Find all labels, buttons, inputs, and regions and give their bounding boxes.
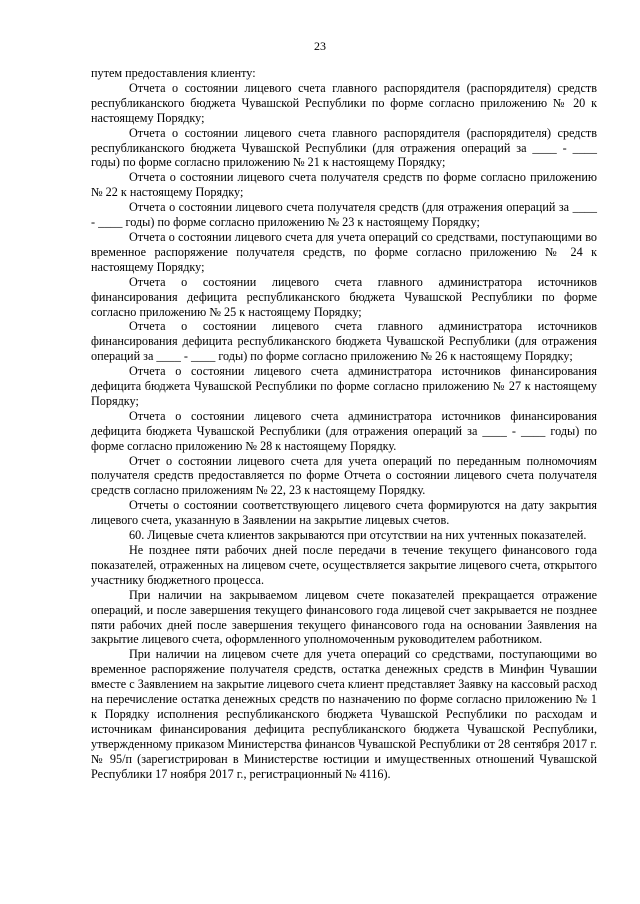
- paragraph-reports-date: Отчеты о состоянии соответствующего лицевого счета формируются на дату закрытия лицевого счета, указанную в Заявлении на закрытие лицевых счетов.: [91, 498, 597, 528]
- paragraph-report-20: Отчета о состоянии лицевого счета главного распорядителя (распорядителя) средств республиканского бюджета Чувашской Республики по форме согласно приложению № 20 к настоящему Порядку;: [91, 80, 597, 125]
- paragraph-clause-60: 60. Лицевые счета клиентов закрываются при отсутствии на них учтенных показателей.: [129, 528, 587, 543]
- document-body: [91, 66, 597, 782]
- paragraph-report-23: Отчета о состоянии лицевого счета получателя средств (для отражения операций за ____ - ____ годы) по форме согласно приложению № 23 к настоящему Порядку;: [91, 200, 597, 230]
- paragraph-report-21: Отчета о состоянии лицевого счета главного распорядителя (распорядителя) средств республиканского бюджета Чувашской Республики (для отражения операций за ____ - ____ годы) по форме согласно приложению № 21 к настоящему Порядку;: [91, 125, 597, 170]
- paragraph-closing-with-indicators: При наличии на закрываемом лицевом счете показателей прекращается отражение операций, и после завершения текущего финансового года лицевой счет закрывается не позднее пяти рабочих дней после завершения текущего финансового года на основании Заявления на закрытие лицевого счета, оформленного уполномоченным руководителем работником.: [91, 587, 597, 647]
- paragraph-report-27: Отчета о состоянии лицевого счета администратора источников финансирования дефицита бюджета Чувашской Республики по форме согласно приложению № 27 к настоящему Порядку;: [91, 364, 597, 408]
- page-number: 23: [314, 39, 326, 53]
- paragraph-closing-deadline: Не позднее пяти рабочих дней после передачи в течение текущего финансового года показателей, отраженных на лицевом счете, осуществляется закрытие лицевого счета, открытого участнику бюджетного процесса.: [91, 543, 597, 587]
- paragraph-report-25: Отчета о состоянии лицевого счета главного администратора источников финансирования дефицита республиканского бюджета Чувашской Республики по форме согласно приложению № 25 к настоящему Порядку;: [91, 274, 597, 319]
- paragraph-intro: путем предоставления клиенту:: [91, 66, 256, 80]
- paragraph-remaining-balance: При наличии на лицевом счете для учета операций со средствами, поступающими во временное распоряжение получателя средств, остатка денежных средств в Минфин Чувашии вместе с Заявлением на закрытие лицевого счета клиент представляет Заявку на кассовый расход на перечисление остатка денежных средств по назначению по форме согласно приложению № 1 к Порядку исполнения республиканского бюджета Чувашской Республики по расходам и источникам финансирования дефицита республиканского бюджета Чувашской Республики, утвержденному приказом Министерства финансов Чувашской Республики от 28 сентября 2017 г. № 95/п (зарегистрирован в Министерстве юстиции и имущественных отношений Чувашской Республики 17 ноября 2017 г., регистрационный № 4116).: [91, 647, 597, 781]
- paragraph-report-22: Отчета о состоянии лицевого счета получателя средств по форме согласно приложению № 22 к настоящему Порядку;: [91, 170, 597, 200]
- paragraph-delegated-powers: Отчет о состоянии лицевого счета для учета операций по переданным полномочиям получателя средств предоставляется по форме Отчета о состоянии лицевого счета получателя средств согласно приложениям № 22, 23 к настоящему Порядку.: [91, 453, 597, 498]
- paragraph-report-28: Отчета о состоянии лицевого счета администратора источников финансирования дефицита бюджета Чувашской Республики (для отражения операций за ____ - ____ годы) по форме согласно приложению № 28 к настоящему Порядку.: [91, 408, 597, 453]
- paragraph-report-24: Отчета о состоянии лицевого счета для учета операций со средствами, поступающими во временное распоряжение получателя средств, по форме согласно приложению № 24 к настоящему Порядку;: [91, 229, 597, 274]
- paragraph-report-26: Отчета о состоянии лицевого счета главного администратора источников финансирования дефицита республиканского бюджета Чувашской Республики (для отражения операций за ____ - ____ годы) по форме согласно приложению № 26 к настоящему Порядку;: [91, 319, 597, 364]
